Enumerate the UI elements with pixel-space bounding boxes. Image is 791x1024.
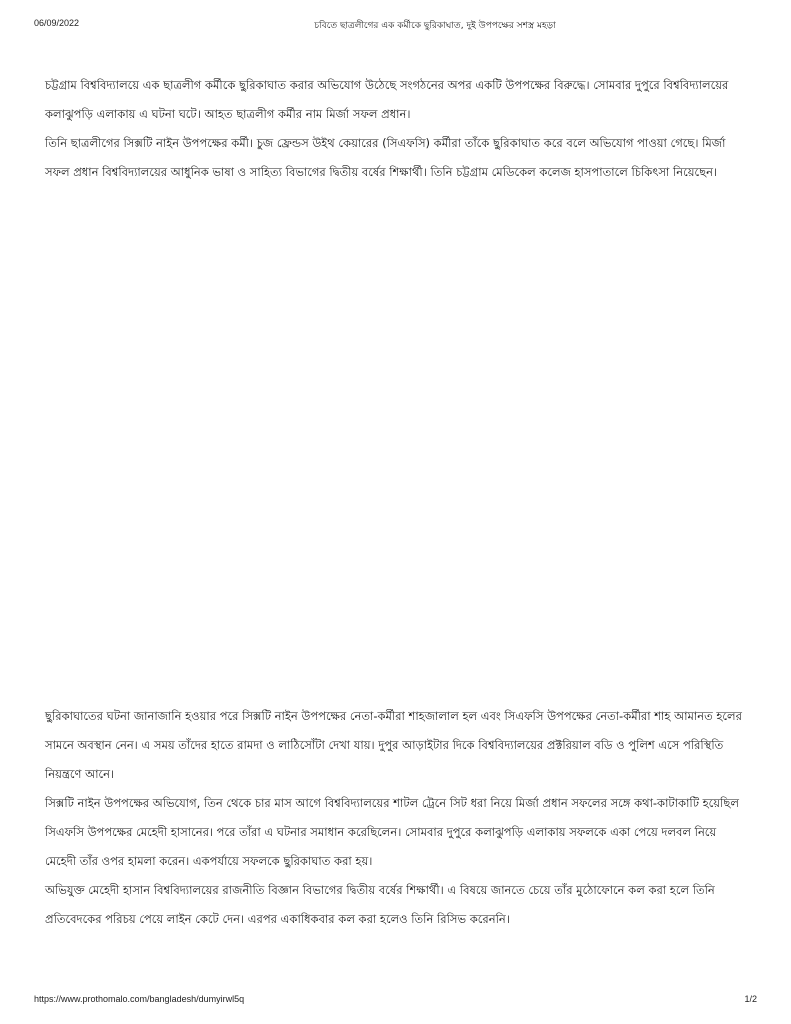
page-number: 1/2 [744, 994, 757, 1004]
print-date: 06/09/2022 [34, 18, 80, 28]
article-paragraph: তিনি ছাত্রলীগের সিক্সটি নাইন উপপক্ষের কর্মী। চুজ ফ্রেন্ডস উইথ কেয়ারের (সিএফসি) কর্মীরা তাঁকে ছুরিকাঘাত করে বলে অভিযোগ পাওয়া গেছে। মির্জা সফল প্রধান বিশ্ববিদ্যালয়ের আধুনিক ভাষা ও সাহিত্য বিভাগের দ্বিতীয় বর্ষের শিক্ষার্থী। তিনি চট্টগ্রাম মেডিকেল কলেজ হাসপাতালে চিকিৎসা নিয়েছেন। [45, 136, 726, 179]
article-body-top [45, 71, 745, 187]
article-paragraph: চট্টগ্রাম বিশ্ববিদ্যালয়ে এক ছাত্রলীগ কর্মীকে ছুরিকাঘাত করার অভিযোগ উঠেছে সংগঠনের অপর একটি উপপক্ষের বিরুদ্ধে। সোমবার দুপুরে বিশ্ববিদ্যালয়ের কলাঝুপড়ি এলাকায় এ ঘটনা ঘটে। আহত ছাত্রলীগ কর্মীর নাম মির্জা সফল প্রধান। [45, 78, 729, 121]
article-paragraph: অভিযুক্ত মেহেদী হাসান বিশ্ববিদ্যালয়ের রাজনীতি বিজ্ঞান বিভাগের দ্বিতীয় বর্ষের শিক্ষার্থী। এ বিষয়ে জানতে চেয়ে তাঁর মুঠোফোনে কল করা হলে তিনি প্রতিবেদকের পরিচয় পেয়ে লাইন কেটে দেন। এরপর একাধিকবার কল করা হলেও তিনি রিসিভ করেননি। [45, 883, 715, 926]
footer-url: https://www.prothomalo.com/bangladesh/dumyirwl5q [34, 994, 245, 1004]
article-paragraph: ছুরিকাঘাতের ঘটনা জানাজানি হওয়ার পরে সিক্সটি নাইন উপপক্ষের নেতা-কর্মীরা শাহজালাল হল এবং সিএফসি উপপক্ষের নেতা-কর্মীরা শাহ আমানত হলের সামনে অবস্থান নেন। এ সময় তাঁদের হাতে রামদা ও লাঠিসোঁটা দেখা যায়। দুপুর আড়াইটার দিকে বিশ্ববিদ্যালয়ের প্রক্টরিয়াল বডি ও পুলিশ এসে পরিস্থিতি নিয়ন্ত্রণে আনে। [45, 709, 742, 781]
article-body-bottom [45, 702, 745, 934]
article-paragraph: সিক্সটি নাইন উপপক্ষের অভিযোগ, তিন থেকে চার মাস আগে বিশ্ববিদ্যালয়ের শাটল ট্রেনে সিট ধরা নিয়ে মির্জা প্রধান সফলের সঙ্গে কথা-কাটাকাটি হয়েছিল সিএফসি উপপক্ষের মেহেদী হাসানের। পরে তাঁরা এ ঘটনার সমাধান করেছিলেন। সোমবার দুপুরে কলাঝুপড়ি এলাকায় সফলকে একা পেয়ে দলবল নিয়ে মেহেদী তাঁর ওপর হামলা করেন। একপর্যায়ে সফলকে ছুরিকাঘাত করা হয়। [45, 796, 739, 868]
page-title: চবিতে ছাত্রলীগের এক কর্মীকে ছুরিকাঘাত, দুই উপপক্ষের সশস্ত্র মহড়া [314, 21, 556, 31]
